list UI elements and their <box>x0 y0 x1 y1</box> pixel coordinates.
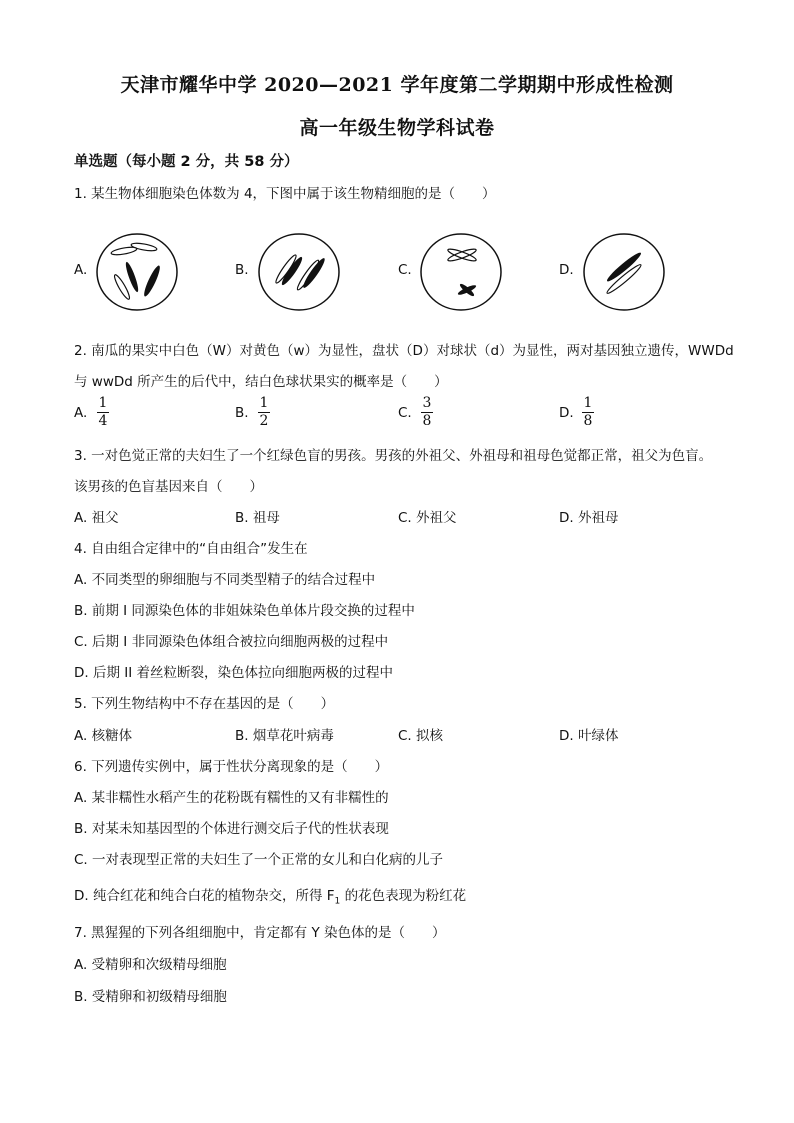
q2-stem-line1: 2. 南瓜的果实中白色（W）对黄色（w）为显性，盘状（D）对球状（d）为显性，两对基因独立遗传，WWDd <box>74 343 734 359</box>
q3-option-d: D. 外祖母 <box>559 510 619 526</box>
q2-option-b-label: B. <box>235 405 249 421</box>
q6-option-c: C. 一对表现型正常的夫妇生了一个正常的女儿和白化病的儿子 <box>74 852 444 868</box>
q2-option-d-label: D. <box>559 405 574 421</box>
q2-option-b-fraction <box>257 395 271 430</box>
q6-option-d-subscript: 1 <box>334 896 341 907</box>
q2-option-a-label: A. <box>74 405 88 421</box>
q1-option-d-label: D. <box>559 262 574 278</box>
cell-diagram-a <box>94 229 180 315</box>
q4-option-a: A. 不同类型的卵细胞与不同类型精子的结合过程中 <box>74 572 376 588</box>
q1-option-c-label: C. <box>398 262 412 278</box>
fraction-numerator: 1 <box>259 395 269 411</box>
q3-stem-line2: 该男孩的色盲基因来自（ ） <box>74 479 263 495</box>
q6-option-a: A. 某非糯性水稻产生的花粉既有糯性的又有非糯性的 <box>74 790 389 806</box>
q2-option-d-fraction <box>581 395 595 430</box>
q3-option-b: B. 祖母 <box>235 510 280 526</box>
exam-title: 天津市耀华中学 2020—2021 学年度第二学期期中形成性检测 <box>120 74 674 96</box>
q1-stem: 1. 某生物体细胞染色体数为 4，下图中属于该生物精细胞的是（ ） <box>74 186 496 202</box>
fraction-denominator: 4 <box>98 413 108 429</box>
fraction-denominator: 8 <box>583 413 593 429</box>
q6-option-d <box>74 884 466 907</box>
q2-stem-line2: 与 wwDd 所产生的后代中，结白色球状果实的概率是（ ） <box>74 374 448 390</box>
q5-option-a: A. 核糖体 <box>74 728 133 744</box>
q7-stem: 7. 黑猩猩的下列各组细胞中，肯定都有 Y 染色体的是（ ） <box>74 925 446 941</box>
q6-option-d-suffix: 的花色表现为粉红花 <box>340 888 467 904</box>
q5-option-d: D. 叶绿体 <box>559 728 619 744</box>
cell-diagram-b <box>256 229 342 315</box>
q2-option-c-fraction <box>420 395 434 430</box>
q7-option-b: B. 受精卵和初级精母细胞 <box>74 989 227 1005</box>
q1-option-b-label: B. <box>235 262 249 278</box>
cell-diagram-c <box>418 229 504 315</box>
fraction-numerator: 1 <box>583 395 593 411</box>
fraction-numerator: 1 <box>98 395 108 411</box>
exam-subtitle: 高一年级生物学科试卷 <box>299 117 495 139</box>
q2-option-a-fraction <box>96 395 110 430</box>
q2-option-c-label: C. <box>398 405 412 421</box>
q3-option-a: A. 祖父 <box>74 510 119 526</box>
section-heading: 单选题（每小题 2 分，共 58 分） <box>74 154 299 170</box>
q4-option-c: C. 后期 I 非同源染色体组合被拉向细胞两极的过程中 <box>74 634 389 650</box>
q4-stem: 4. 自由组合定律中的“自由组合”发生在 <box>74 541 308 557</box>
q6-option-b: B. 对某未知基因型的个体进行测交后子代的性状表现 <box>74 821 389 837</box>
fraction-denominator: 8 <box>422 413 432 429</box>
fraction-numerator: 3 <box>422 395 432 411</box>
fraction-denominator: 2 <box>259 413 269 429</box>
q3-stem-line1: 3. 一对色觉正常的夫妇生了一个红绿色盲的男孩。男孩的外祖父、外祖母和祖母色觉都正常，祖父为色盲。 <box>74 448 713 464</box>
q6-option-d-prefix: D. 纯合红花和纯合白花的植物杂交，所得 F <box>74 888 335 904</box>
cell-diagram-d <box>581 229 667 315</box>
q4-option-d: D. 后期 II 着丝粒断裂，染色体拉向细胞两极的过程中 <box>74 665 394 681</box>
q5-option-c: C. 拟核 <box>398 728 444 744</box>
q5-option-b: B. 烟草花叶病毒 <box>235 728 334 744</box>
q7-option-a: A. 受精卵和次级精母细胞 <box>74 957 227 973</box>
q4-option-b: B. 前期 I 同源染色体的非姐妹染色单体片段交换的过程中 <box>74 603 415 619</box>
q1-option-a-label: A. <box>74 262 88 278</box>
q3-option-c: C. 外祖父 <box>398 510 457 526</box>
q6-stem: 6. 下列遗传实例中，属于性状分离现象的是（ ） <box>74 759 389 775</box>
q5-stem: 5. 下列生物结构中不存在基因的是（ ） <box>74 696 335 712</box>
